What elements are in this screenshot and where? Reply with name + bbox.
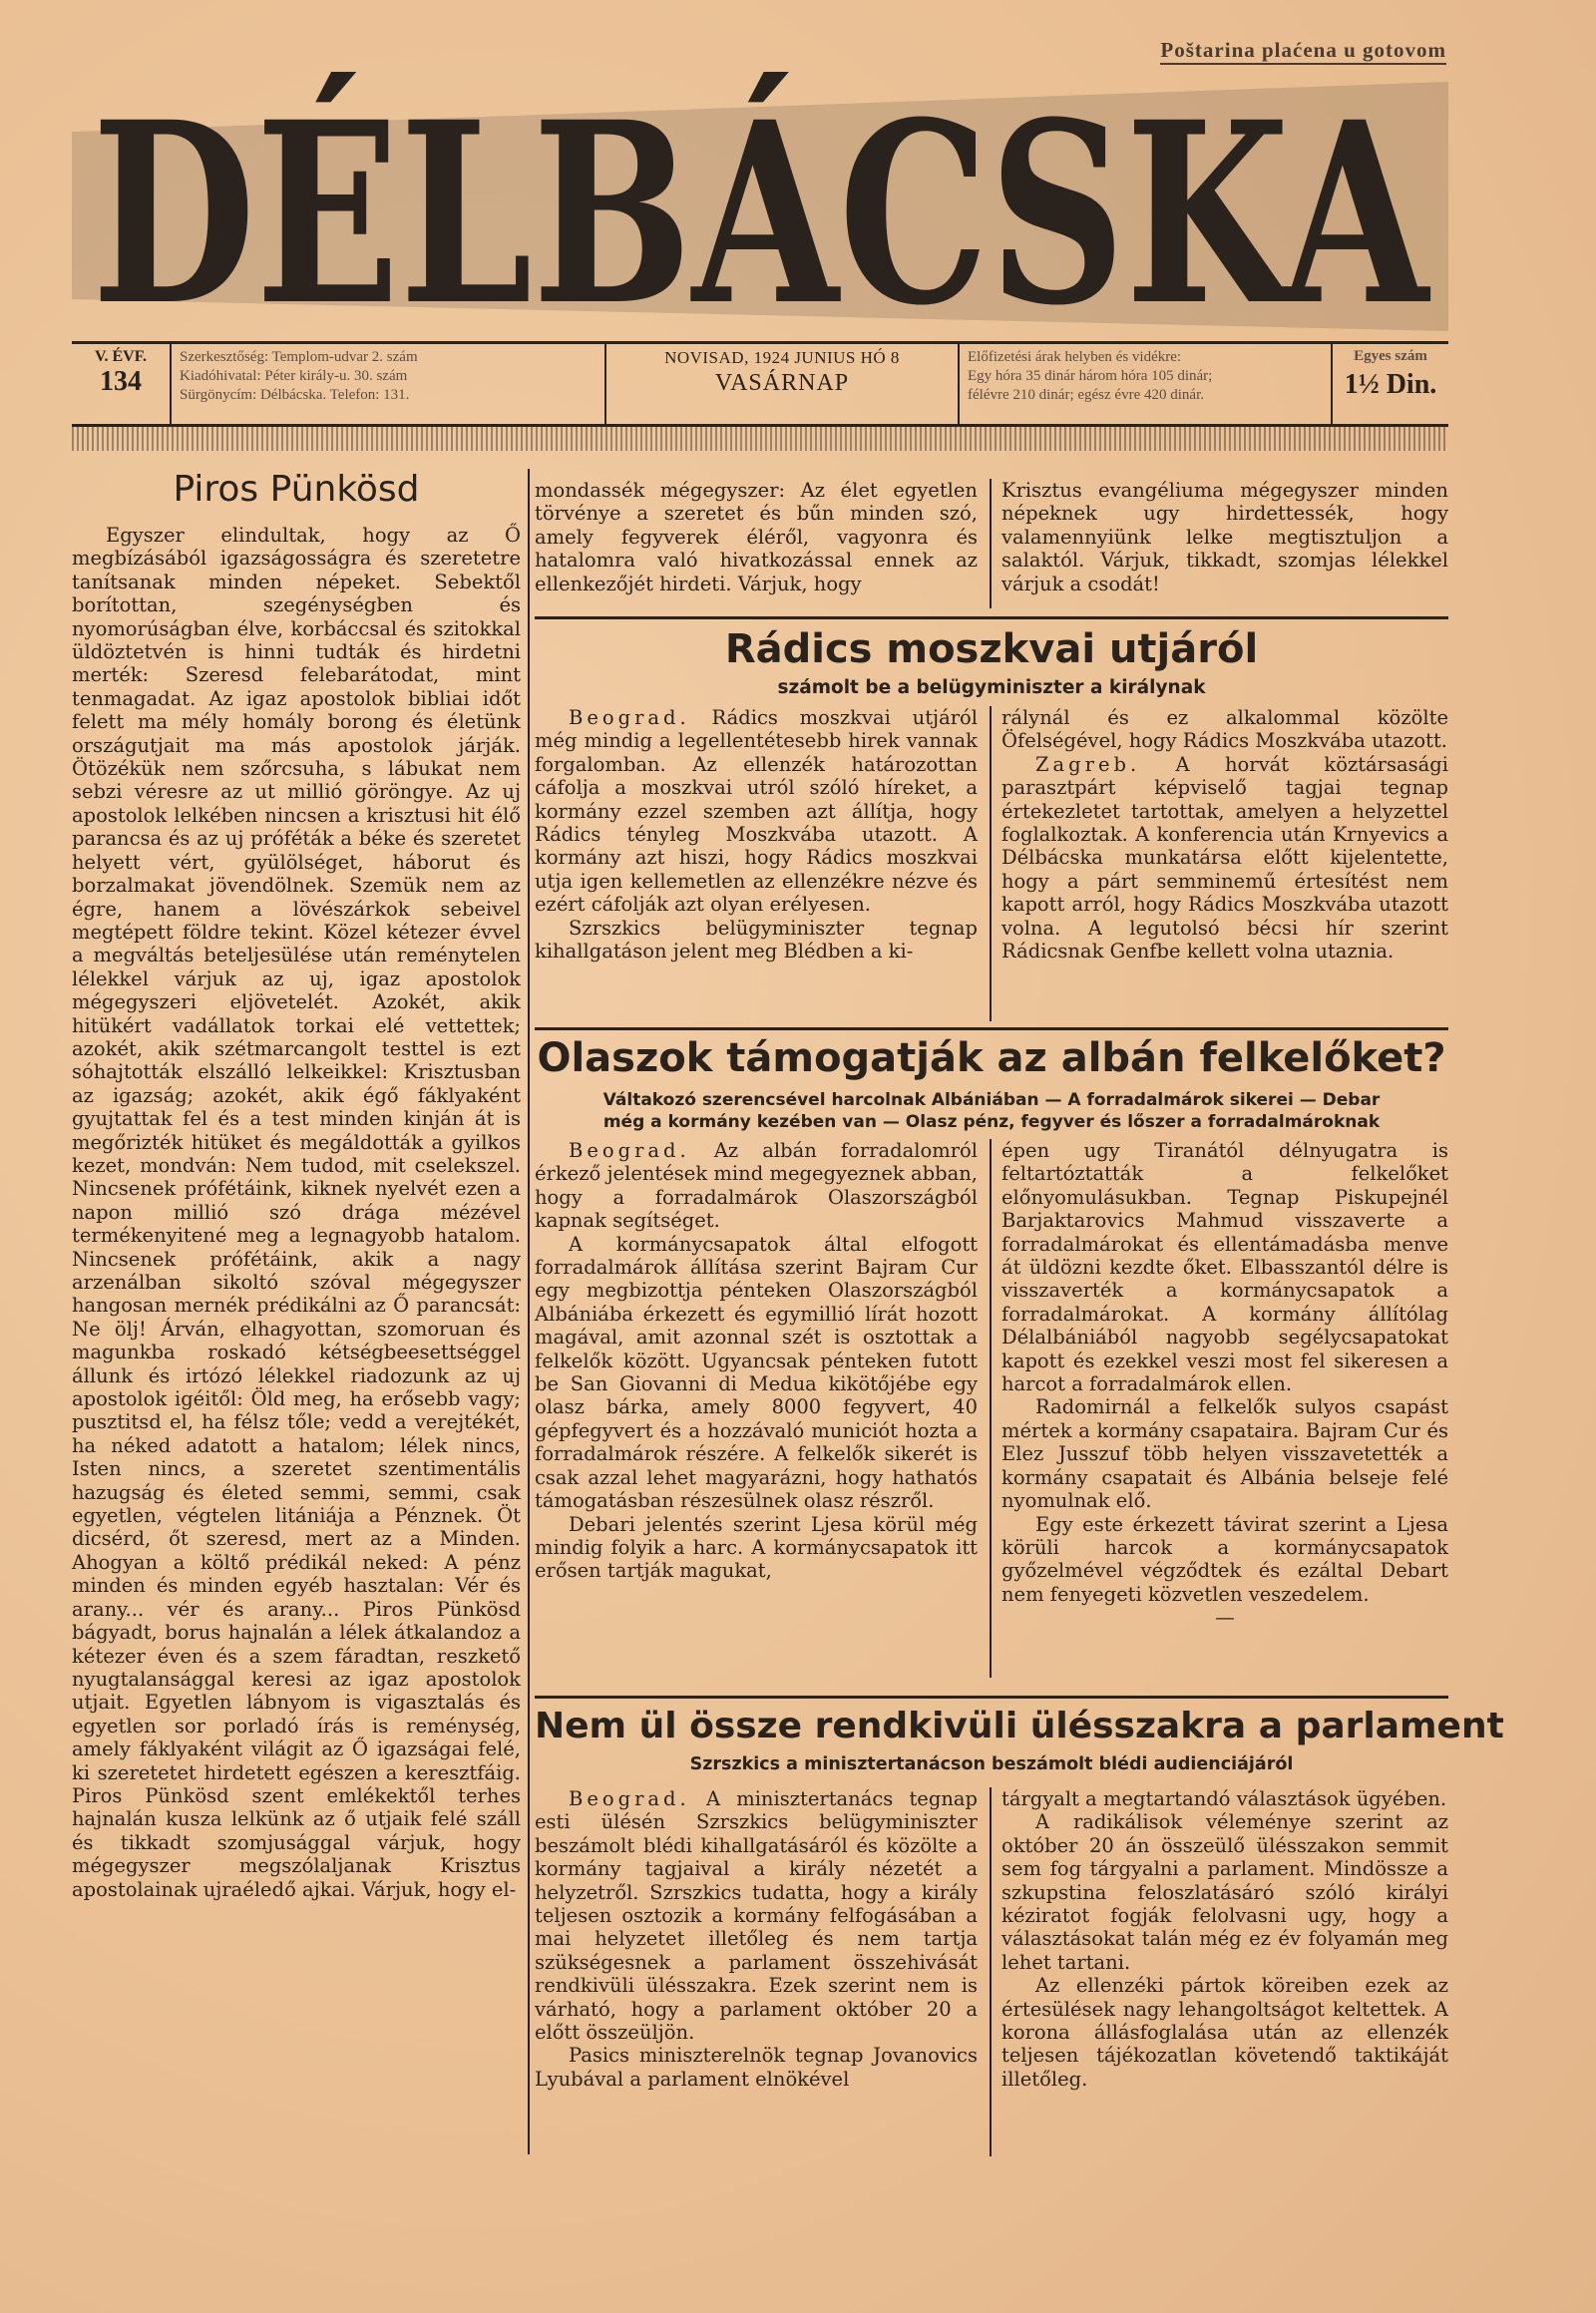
- masthead-logo: [72, 72, 1448, 339]
- paragraph: Debari jelentés szerint Ljesa körül még mindig folyik a harc. A kormánycsapatok itt erősen tartják magukat,: [535, 1512, 978, 1583]
- dateline: Beograd.: [569, 1139, 690, 1162]
- issue-number: 134: [100, 366, 142, 397]
- masthead-info-bar: [72, 341, 1448, 427]
- postage-note: Poštarina plaćena u gotovom: [1160, 38, 1446, 65]
- paragraph: Egy este érkezett távirat szerint a Ljesa körüli harcok a kormánycsapatok győzelmével végződtek és ezáltal Debart nem fenyegeti közvetlen veszedelem.: [1001, 1512, 1448, 1606]
- editorial-line: Szerkesztőség: Templom-udvar 2. szám: [180, 349, 418, 365]
- paragraph: Szrszkics belügyminiszter tegnap kihallgatáson jelent meg Blédben a ki-: [535, 916, 978, 964]
- paragraph: Pasics miniszterelnök tegnap Jovanovics Lyubával a parlament elnökével: [535, 2044, 978, 2091]
- paragraph: A horvát köztársasági parasztpárt képviselő tagjai tegnap értekezletet tartottak, amelyen a helyzettel foglalkoztak. A konferencia után Krnyevics a Délbácska munkatársa előtt kijelentette, hogy a párt semminemű értesítést nem kapott arról, hogy Rádics Moszkvába utazott volna. A legutolsó bécsi hír szerint Rádicsnak Genfbe kellett volna utaznia.: [1001, 752, 1448, 964]
- column-divider: [990, 1139, 992, 1678]
- article-subtitle-radics: számolt be a belügyminiszter a királynak: [777, 677, 1206, 698]
- volume-box: [72, 344, 172, 424]
- paragraph: tárgyalt a megtartandó választások ügyében.: [1001, 1787, 1447, 1810]
- article-body-parlament-col1: [535, 1787, 978, 2091]
- paragraph: Rádics moszkvai utjáról még mindig a legellentétesebb hirek vannak forgalomban. Az ellenzék határozottan cáfolja a moszkvai utról szóló híreket, a kormány ezzel szemben azt állítja, hogy Rádics tényleg Moszkvába utazott. A kormány azt hiszi, hogy Rádics moszkvai utja igen kellemetlen az ellenzékre nézve és ezért cáfolják azt olyan erélyesen.: [535, 706, 978, 917]
- article-subtitle-parlament: Szrszkics a minisztertanácson beszámolt blédi audienciájáról: [689, 1754, 1294, 1774]
- column-divider: [990, 706, 992, 1021]
- paragraph: Radomirnál a felkelők sulyos csapást mértek a kormány csapataira. Bajram Cur és Elez Jusszuf több helyen visszavetették a kormány csapatait és Albánia belseje felé nyomulnak elő.: [1001, 1395, 1448, 1513]
- paragraph: rálynál és ez alkalommal közölte Öfelségével, hogy Rádics Moszkvába utazott.: [1001, 706, 1448, 753]
- subtitle-line: Váltakozó szerencsével harcolnak Albániában — A forradalmárok sikerei — Debar: [602, 1090, 1381, 1110]
- paragraph: mondassék mégegyszer: Az élet egyetlen törvénye a szeretet és bűn minden szó, amely fegyverek éléről, vagyonra és hatalomra való hivatkozással ennek az ellenkezőjét hirdeti. Várjuk, hogy: [535, 479, 978, 595]
- price: 1½ Din.: [1344, 369, 1437, 400]
- weekday: VASÁRNAP: [714, 370, 850, 396]
- article-body-albania-col2: [1001, 1139, 1448, 1630]
- editorial-line: Sürgönycím: Délbácska. Telefon: 131.: [180, 387, 410, 403]
- subtitle-line: még a kormány kezében van — Olasz pénz, fegyver és lőszer a forradalmároknak: [602, 1112, 1381, 1132]
- paragraph: A kormánycsapatok által elfogott forradalmárok állítása szerint Bajram Cur egy megbizottja pénteken Olaszországból Albániába érkezett és egymillió lírát hozott magával, amit azonnal szét is osztottak a felkelők között. Ugyancsak pénteken futott be San Giovanni di Medua kikötőjébe egy olasz bárka, amely 8000 fegyvert, 40 gépfegyvert és a hozzávaló municiót hozta a forradalmárok részére. A felkelők sikerét is csak azzal lehet magyarázni, hogy hathatós támogatásban részesülnek olasz részről.: [535, 1232, 978, 1513]
- year-label: V. ÉVF.: [94, 348, 148, 365]
- paragraph: A radikálisok véleménye szerint az október 20 án összeülő ülésszakon semmit sem fog tárgyalni a parlament. Mindössze a szkupstina feloszlatásáró szóló királyi kéziratot fogják felolvasni ugy, hogy a választásokat talán még ez év folyamán meg lehet tartani.: [1001, 1810, 1448, 1974]
- pinkosd-continuation-b: [1001, 479, 1448, 595]
- masthead-title: DÉLBÁCSKA: [92, 72, 1431, 339]
- subscription-info: [960, 344, 1333, 424]
- paragraph: épen ugy Tiranától délnyugatra is feltartóztatták a felkelőket előnyomulásukban. Tegnap Piskupejnél Barjaktarovics Mahmud visszaverte a forradalmárokat és ellentámadásba menve át üldözni kezdte őket. Elbasszantól délre is visszaverték a kormánycsapatok a forradalmárokat. A kormány állítólag Délalbániából nagyobb segélycsapatokat kapott és ezekkel veszi most fel sikeresen a harcot a forradalmárok ellen.: [1001, 1139, 1448, 1396]
- ornamental-rule: [72, 427, 1448, 451]
- masthead: [72, 72, 1448, 339]
- article-title-parlament: Nem ül össze rendkivüli ülésszakra a parlament: [535, 1706, 1504, 1746]
- subscription-line: félévre 210 dinár; egész évre 420 dinár.: [968, 387, 1204, 403]
- paragraph: Az albán forradalomról érkező jelentések mind megegyeznek abban, hogy a forradalmárok Olaszországból kapnak segítséget.: [535, 1139, 978, 1233]
- article-body-radics-col1: [535, 706, 978, 963]
- dateline: Beograd.: [569, 706, 690, 729]
- column-divider: [528, 469, 530, 2154]
- subscription-line: Előfizetési árak helyben és vidékre:: [968, 349, 1182, 365]
- end-mark: —: [1215, 1606, 1235, 1630]
- paragraph: A minisztertanács tegnap esti ülésén Szrszkics belügyminiszter beszámolt blédi kihallgatásáról és közölte a kormány tagjaival a király nézetét a helyzetről. Szrszkics tudatta, hogy a király teljesen osztozik a kormány felfogásában a mai helyzetet illetőleg és nem tartja szükségesnek a parlament összehivását rendkivüli ülésszakra. Ezek szerint nem is várható, hogy a parlament október 20 a előtt összeüljön.: [535, 1787, 978, 2045]
- section-rule: [535, 616, 1448, 619]
- price-label: Egyes szám: [1354, 348, 1427, 364]
- article-subtitle-albania: [535, 1089, 1448, 1133]
- paragraph: Az ellenzéki pártok köreiben ezek az értesülések nagy lehangoltságot keltettek. A korona állásfoglalása után az ellenzék teljesen tájékozatlan követendő taktikáját illetőleg.: [1001, 1974, 1448, 2091]
- editorial-info: [172, 344, 606, 424]
- editorial-line: Kiadóhivatal: Péter király-u. 30. szám: [180, 368, 408, 384]
- subscription-line: Egy hóra 35 dinár három hóra 105 dinár;: [968, 368, 1213, 384]
- price-box: [1333, 344, 1448, 424]
- place-date: NOVISAD, 1924 JUNIUS HÓ 8: [664, 348, 900, 367]
- paragraph: Krisztus evangéliuma mégegyszer minden népeknek ugy hirdettessék, hogy valamennyiünk lelke megtisztuljon a salaktól. Várjuk, tikkadt, szomjas lélekkel várjuk a csodát!: [1001, 479, 1448, 595]
- section-rule: [535, 1027, 1448, 1030]
- article-title-pinkosd: Piros Pünkösd: [173, 469, 420, 510]
- article-title-albania: Olaszok támogatják az albán felkelőket?: [537, 1035, 1446, 1081]
- article-title-radics: Rádics moszkvai utjáról: [724, 626, 1259, 672]
- paragraph: Egyszer elindultak, hogy az Ő megbízásából igazságosságra és szeretetre tanítsanak minden népeket. Sebektől borítottan, szegénységben és nyomorúságban élve, korbáccsal és szitokkal üldöztetvén is hinni tudták és hirdetni merték: Szeresd felebarátodat, mint tenmagadat. Az igaz apostolok bibliai időt felett ma mély homály borong és életünk országutjait ma más apostolok járják. Ötözékük nem szőrcsuha, s lábukat nem sebzi véresre az ut millió göröngye. Az uj apostolok lelkében nincsen a krisztusi hit élő parancsa és az uj próféták a béke és szeretet helyett vért, gyülölséget, háborut és borzalmakat jövendölnek. Szemük nem az égre, hanem a lövészárkok sebeivel megtépett földre tekint. Közel kétezer évvel a megváltás beteljesülése után reménytelen lélekkel várjuk az uj, igaz apostolok mégegyszeri eljövetelét. Azokét, akik hitükért vadállatok torkai elé vettettek; azokét, akik szétmarcangolt testtel is ezt sóhajtották elszálló lelkeikkel: Krisztusban az igazság; azokét, akik égő fáklyaként gyujtattak fel és a test minden kinján át is megőrizték hitüket és megáldották a gyilkos kezet, mondván: Nem tudod, mit cselekszel. Nincsenek prófétáink, kiknek nyelvét ezen a napon millió szó drága mézével termékenyitené meg a legnagyobb hatalom. Nincsenek prófétáink, akik a nagy arzenálban sikoltó szóval mégegyszer hangosan mernék prédikálni az Ő parancsát: Ne ölj! Árván, elhagyottan, szomoruan és magunkba roskadó kétségbeesettséggel állunk és irtózó lélekkel riadozunk az uj apostolok igéitől: Öld meg, ha erősebb vagy; pusztitsd el, ha félsz tőle; vedd a verejtékét, ha néked adatott a hatalom; lélek nincs, Isten nincs, a szeretet szentimentális hazugság és életed semmi, semmi, csak egyetlen, végtelen litániája a Pénznek. Öt dicsérd, őt szeresd, mert az a Minden. Ahogyan a költő prédikál neked: A pénz minden és minden egyéb hasztalan: Vér és arany... vér és arany... Piros Pünkösd bágyadt, borus hajnalán a lélek átkalandoz a kétezer éven és a szem fáradtan, reszkető nyugtalansággal keresi az igaz apostolok utjait. Egyetlen lábnyom is vigasztalás és egyetlen sor porladó írás is reménység, amely fáklyaként világit az Ő igazságai felé, ki szeretetet hirdetett egészen a keresztfáig. Piros Pünkösd szent emlékektől terhes hajnalán kusza lelkünk az ő utjaik felé száll és tikkadt szomjusággal várjuk, hogy mégegyszer megszólaljanak Krisztus apostolainak ujraéledő ajkai. Várjuk, hogy el-: [72, 524, 521, 1901]
- pinkosd-continuation-a: [535, 479, 978, 595]
- dateline: Zagreb.: [1035, 752, 1141, 776]
- column-divider: [990, 479, 992, 608]
- section-rule: [535, 1696, 1448, 1699]
- article-body-radics-col2: [1001, 706, 1448, 963]
- dateline: Beograd.: [569, 1787, 690, 1810]
- article-body-pinkosd: [72, 524, 521, 1901]
- column-divider: [990, 1787, 992, 2156]
- dateline-box: [606, 344, 960, 424]
- article-body-parlament-col2: [1001, 1787, 1448, 2091]
- article-body-albania-col1: [535, 1139, 978, 1583]
